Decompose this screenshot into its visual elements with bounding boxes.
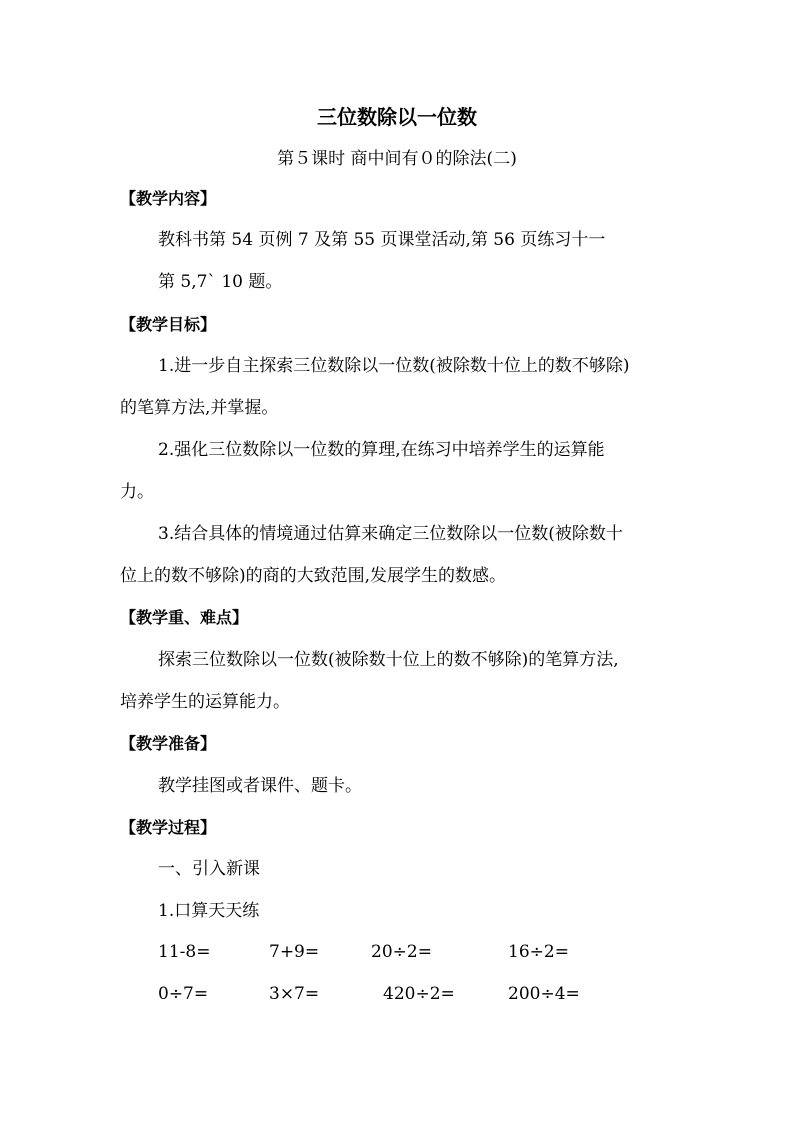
goal-line: 的笔算方法,并掌握。	[120, 398, 279, 418]
oral-exercise: 16÷2=	[508, 942, 569, 962]
key-point-line: 培养学生的运算能力。	[120, 692, 290, 712]
oral-exercise: 3×7=	[269, 984, 320, 1004]
process-line: 1.口算天天练	[158, 901, 260, 921]
content-line: 第 5,7` 10 题。	[158, 272, 283, 292]
oral-exercise: 0÷7=	[158, 984, 209, 1004]
heading-teaching-process: 【教学过程】	[120, 818, 217, 837]
goal-line: 2.强化三位数除以一位数的算理,在练习中培养学生的运算能	[158, 440, 605, 460]
content-line: 教科书第 54 页例 7 及第 55 页课堂活动,第 56 页练习十一	[158, 230, 606, 250]
goal-line: 力。	[120, 482, 154, 502]
heading-preparation: 【教学准备】	[120, 734, 217, 753]
goal-line: 3.结合具体的情境通过估算来确定三位数除以一位数(被除数十	[158, 524, 623, 544]
preparation-line: 教学挂图或者课件、题卡。	[158, 776, 362, 796]
oral-exercise: 7+9=	[269, 942, 320, 962]
heading-teaching-content: 【教学内容】	[120, 189, 217, 208]
oral-exercise: 20÷2=	[371, 942, 432, 962]
goal-line: 位上的数不够除)的商的大致范围,发展学生的数感。	[120, 566, 507, 586]
oral-exercise: 420÷2=	[383, 984, 455, 1004]
goal-line: 1.进一步自主探索三位数除以一位数(被除数十位上的数不够除)	[158, 356, 630, 376]
lesson-subtitle: 第５课时 商中间有０的除法(二)	[277, 149, 517, 169]
heading-teaching-goals: 【教学目标】	[120, 315, 217, 334]
key-point-line: 探索三位数除以一位数(被除数十位上的数不够除)的笔算方法,	[158, 650, 619, 670]
heading-key-points: 【教学重、难点】	[120, 608, 249, 627]
oral-exercise: 11-8=	[158, 942, 211, 962]
oral-exercise: 200÷4=	[508, 984, 580, 1004]
page-title: 三位数除以一位数	[317, 105, 477, 129]
process-line: 一、引入新课	[158, 859, 260, 879]
